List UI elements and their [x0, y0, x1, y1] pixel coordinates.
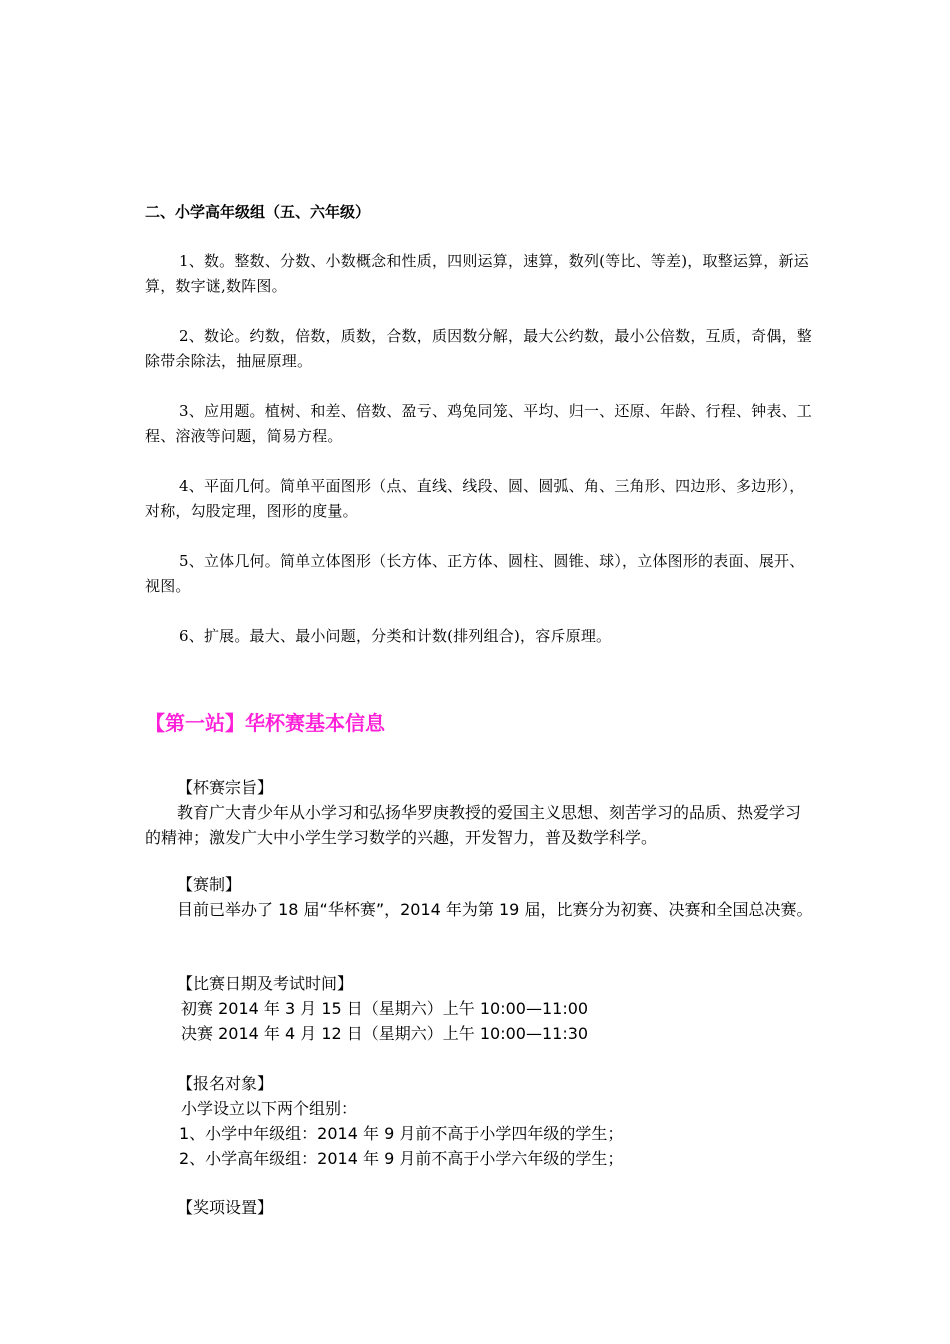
- schedule-preliminary: 初赛 2014 年 3 月 15 日（星期六）上午 10:00—11:00: [181, 999, 589, 1018]
- purpose-section: [145, 775, 815, 850]
- syllabus-item-number-theory: 2、数论。约数，倍数，质数，合数，质因数分解，最大公约数，最小公倍数，互质，奇偶，整除带余除法，抽屉原理。: [145, 327, 812, 370]
- syllabus-item-numbers: 1、数。整数、分数、小数概念和性质，四则运算，速算，数列(等比、等差)，取整运算，新运算，数字谜,数阵图。: [145, 252, 809, 295]
- format-section: [145, 872, 815, 922]
- purpose-text: 教育广大青少年从小学习和弘扬华罗庚教授的爱国主义思想、刻苦学习的品质、热爱学习的精神；激发广大中小学生学习数学的兴趣，开发智力，普及数学科学。: [145, 803, 802, 847]
- awards-section: [145, 1195, 815, 1220]
- format-heading: 【赛制】: [177, 875, 242, 894]
- schedule-final: 决赛 2014 年 4 月 12 日（星期六）上午 10:00—11:30: [181, 1024, 589, 1043]
- syllabus-item-plane-geometry: 4、平面几何。简单平面图形（点、直线、线段、圆、圆弧、角、三角形、四边形、多边形），对称，勾股定理，图形的度量。: [145, 477, 805, 520]
- eligibility-intro: 小学设立以下两个组别：: [181, 1099, 358, 1118]
- schedule-heading: 【比赛日期及考试时间】: [177, 974, 354, 993]
- eligibility-section: [145, 1071, 815, 1171]
- awards-heading: 【奖项设置】: [177, 1198, 274, 1217]
- section-heading-senior-group: 二、小学高年级组（五、六年级）: [145, 203, 371, 221]
- syllabus-item-word-problems: 3、应用题。植树、和差、倍数、盈亏、鸡兔同笼、平均、归一、还原、年龄、行程、钟表、工程、溶液等问题，简易方程。: [145, 402, 812, 445]
- eligibility-group-senior: 2、小学高年级组：2014 年 9 月前不高于小学六年级的学生；: [179, 1149, 624, 1168]
- syllabus-item-solid-geometry: 5、立体几何。简单立体图形（长方体、正方体、圆柱、圆锥、球），立体图形的表面、展开、视图。: [145, 552, 805, 595]
- format-text: 目前已举办了 18 届“华杯赛”，2014 年为第 19 届，比赛分为初赛、决赛和全国总决赛。: [177, 900, 813, 919]
- eligibility-group-middle: 1、小学中年级组：2014 年 9 月前不高于小学四年级的学生；: [179, 1124, 624, 1143]
- station-title: 【第一站】华杯赛基本信息: [145, 711, 385, 735]
- schedule-section: [145, 971, 815, 1046]
- eligibility-heading: 【报名对象】: [177, 1074, 274, 1093]
- purpose-heading: 【杯赛宗旨】: [177, 778, 274, 797]
- syllabus-item-extension: 6、扩展。最大、最小问题，分类和计数(排列组合)，容斥原理。: [179, 627, 612, 645]
